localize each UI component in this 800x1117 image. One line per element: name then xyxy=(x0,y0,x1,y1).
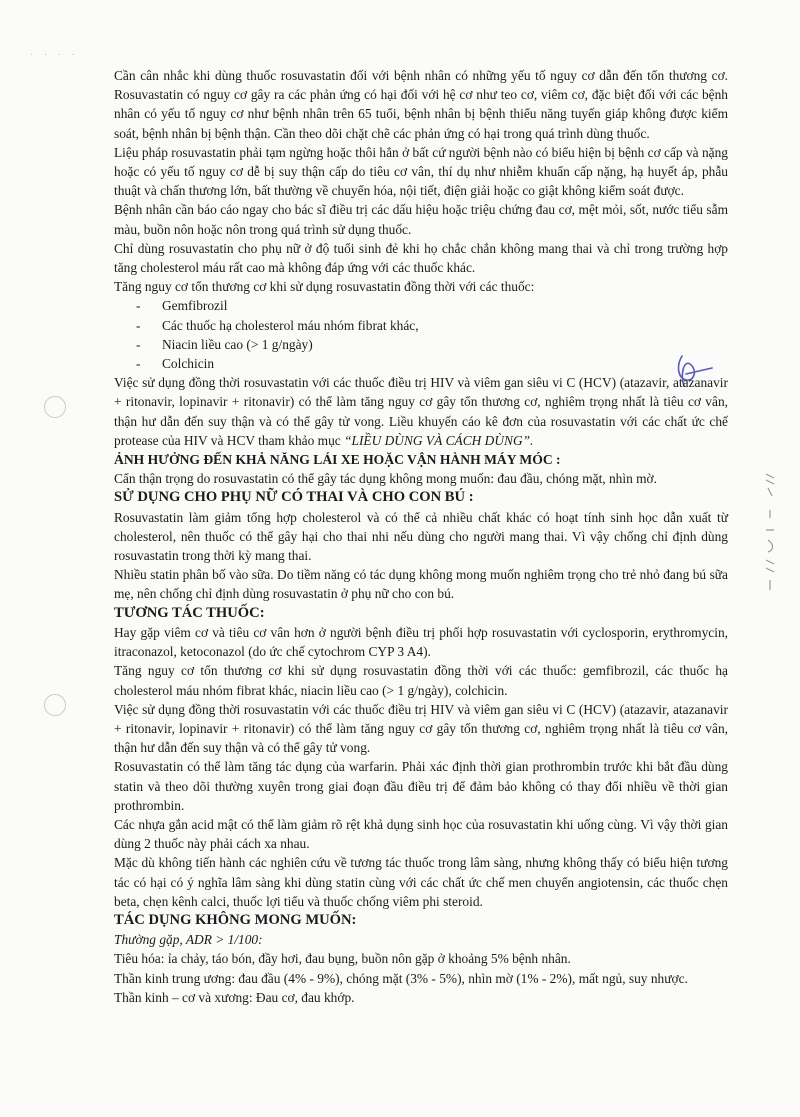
paragraph-women-childbearing: Chỉ dùng rosuvastatin cho phụ nữ ở độ tuổi sinh đẻ khi họ chắc chắn không mang thai và chỉ trong trường hợp tăng cholesterol máu rất cao mà không đáp ứng với các thuốc khác. xyxy=(114,240,728,276)
paragraph-risk-factors: Cần cân nhắc khi dùng thuốc rosuvastatin đối với bệnh nhân có những yếu tố nguy cơ dẫn đến tổn thương cơ. Rosuvastatin có nguy cơ gây ra các phản ứng có hại đối với hệ cơ như teo cơ, viêm cơ, đặc biệt đối với các bệnh nhân có yếu tố nguy cơ như bệnh nhân trên 65 tuổi, bệnh nhân bị bệnh thiểu năng tuyến giáp không được kiểm soát, bệnh nhân bị bệnh thận. Cần theo dõi chặt chẽ các phản ứng có hại trong quá trình dùng thuốc. xyxy=(114,68,728,141)
heading-driving: ẢNH HƯỞNG ĐẾN KHẢ NĂNG LÁI XE HOẶC VẬN HÀNH MÁY MÓC : xyxy=(114,452,561,468)
list-item: - Các thuốc hạ cholesterol máu nhóm fibrat khác, xyxy=(114,316,728,335)
drug-list xyxy=(114,296,728,373)
paragraph-interaction: Các nhựa gắn acid mật có thể làm giảm rõ rệt khả dụng sinh học của rosuvastatin khi uống cùng. Vì vậy thời gian dùng 2 thuốc này phải cách xa nhau. xyxy=(114,816,728,852)
paragraph-interaction: Việc sử dụng đồng thời rosuvastatin với các thuốc điều trị HIV và viêm gan siêu vi C (HCV) (atazavir, atazanavir + ritonavir, lopinavir + ritonavir) có thể làm tăng nguy cơ gây tổn thương cơ, nghiêm trọng nhất là tiêu cơ vân, thận hư dẫn đến suy thận và có thể gây tử vong. xyxy=(114,701,728,756)
paragraph-interaction: Rosuvastatin có thể làm tăng tác dụng của warfarin. Phải xác định thời gian prothrombin trước khi bắt đầu dùng statin và theo dõi thường xuyên trong giai đoạn đầu điều trị để đảm bảo không có thay đổi nhiều về thời gian prothrombin. xyxy=(114,759,728,813)
paragraph-interaction: Mặc dù không tiến hành các nghiên cứu về tương tác thuốc trong lâm sàng, nhưng không thấy có biểu hiện tương tác có hại có ý nghĩa lâm sàng khi dùng statin cùng với các chất ức chế men chuyển angiotensin, các thuốc chẹn beta, chẹn kênh calci, thuốc lợi tiểu và thuốc chống viêm phi steroid. xyxy=(114,855,728,909)
subheading-common-adr: Thường gặp, ADR > 1/100: xyxy=(114,932,263,948)
paragraph-report-symptoms: Bệnh nhân cần báo cáo ngay cho bác sĩ điều trị các dấu hiệu hoặc triệu chứng đau cơ, mệt mỏi, sốt, nước tiểu sẫm màu, buồn nôn hoặc nôn trong quá trình sử dụng thuốc. xyxy=(114,202,728,237)
paragraph-adverse-item: Thần kinh – cơ và xương: Đau cơ, đau khớp. xyxy=(114,989,355,1005)
scan-dots: · · · · xyxy=(30,50,79,61)
paragraph-adverse-item: Tiêu hóa: ỉa chảy, táo bón, đầy hơi, đau bụng, buồn nôn gặp ở khoảng 5% bệnh nhân. xyxy=(114,951,571,967)
heading-pregnancy: SỬ DỤNG CHO PHỤ NỮ CÓ THAI VÀ CHO CON BÚ : xyxy=(114,489,474,506)
paragraph-driving: Cẩn thận trọng do rosuvastatin có thể gây tác dụng không mong muốn: đau đầu, chóng mặt, nhìn mờ. xyxy=(114,471,657,487)
paragraph-hiv-hcv xyxy=(114,373,728,450)
paragraph-breastfeeding: Nhiều statin phân bố vào sữa. Do tiềm năng có tác dụng không mong muốn nghiêm trọng cho trẻ nhỏ đang bú sữa mẹ, nên chống chỉ định dùng rosuvastatin ở phụ nữ cho con bú. xyxy=(114,567,728,602)
list-item: - Colchicin xyxy=(114,354,728,373)
punch-hole-bottom xyxy=(44,694,66,716)
paragraph-concomitant-drugs: Tăng nguy cơ tổn thương cơ khi sử dụng rosuvastatin đồng thời với các thuốc: xyxy=(114,279,535,295)
heading-adverse-effects: TÁC DỤNG KHÔNG MONG MUỐN: xyxy=(114,911,357,928)
paragraph-adverse-item: Thần kinh trung ương: đau đầu (4% - 9%), chóng mặt (3% - 5%), nhìn mờ (1% - 2%), mất ngủ, suy nhược. xyxy=(114,970,688,986)
hiv-text: Việc sử dụng đồng thời rosuvastatin với các thuốc điều trị HIV và viêm gan siêu vi C (HCV) (atazavir, atazanavir + ritonavir, lopinavir + ritonavir) có thể làm tăng nguy cơ gây tổn thương cơ, nghiêm trọng nhất là tiêu cơ vân, thận hư dẫn đến suy thận và có thể gây tử vong. Liều khuyến cáo kê đơn của rosuvastatin với các chất ức chế protease của HIV và HCV tham khảo mục xyxy=(114,375,728,448)
list-item: - Gemfibrozil xyxy=(114,296,728,315)
paragraph-stop-therapy: Liệu pháp rosuvastatin phải tạm ngừng hoặc thôi hẳn ở bất cứ người bệnh nào có biểu hiện bị bệnh cơ cấp và nặng hoặc có yếu tố nguy cơ dễ bị suy thận cấp do tiêu cơ vân, thí dụ như nhiễm khuẩn cấp nặng, hạ huyết áp, phẫu thuật và chấn thương lớn, bất thường về chuyển hóa, nội tiết, điện giải hoặc co giật không kiểm soát được. xyxy=(114,144,728,199)
margin-handwriting xyxy=(760,470,780,610)
list-item: - Niacin liều cao (> 1 g/ngày) xyxy=(114,335,728,354)
paragraph-interaction: Tăng nguy cơ tổn thương cơ khi sử dụng rosuvastatin đồng thời với các thuốc: gemfibrozil, các thuốc hạ cholesterol máu nhóm fibrat khác, niacin liều cao (> 1 g/ngày), colchicin. xyxy=(114,663,728,698)
heading-interactions: TƯƠNG TÁC THUỐC: xyxy=(114,604,265,621)
paragraph-pregnancy: Rosuvastatin làm giảm tổng hợp cholesterol và có thể cả nhiều chất khác có hoạt tính sinh học dẫn xuất từ cholesterol, nên thuốc có thể gây hại cho thai nhi nếu dùng cho người mang thai. Vì vậy chống chỉ định dùng rosuvastatin trong thời kỳ mang thai. xyxy=(114,509,728,564)
document-page xyxy=(114,66,728,1007)
punch-hole-top xyxy=(44,396,66,418)
paragraph-interaction: Hay gặp viêm cơ và tiêu cơ vân hơn ở người bệnh điều trị phối hợp rosuvastatin với cyclosporin, erythromycin, itraconazol, ketoconazol (do ức chế cytochrom CYP 3 A4). xyxy=(114,624,728,660)
hiv-reference: “LIỀU DÙNG VÀ CÁCH DÙNG”. xyxy=(344,432,534,448)
